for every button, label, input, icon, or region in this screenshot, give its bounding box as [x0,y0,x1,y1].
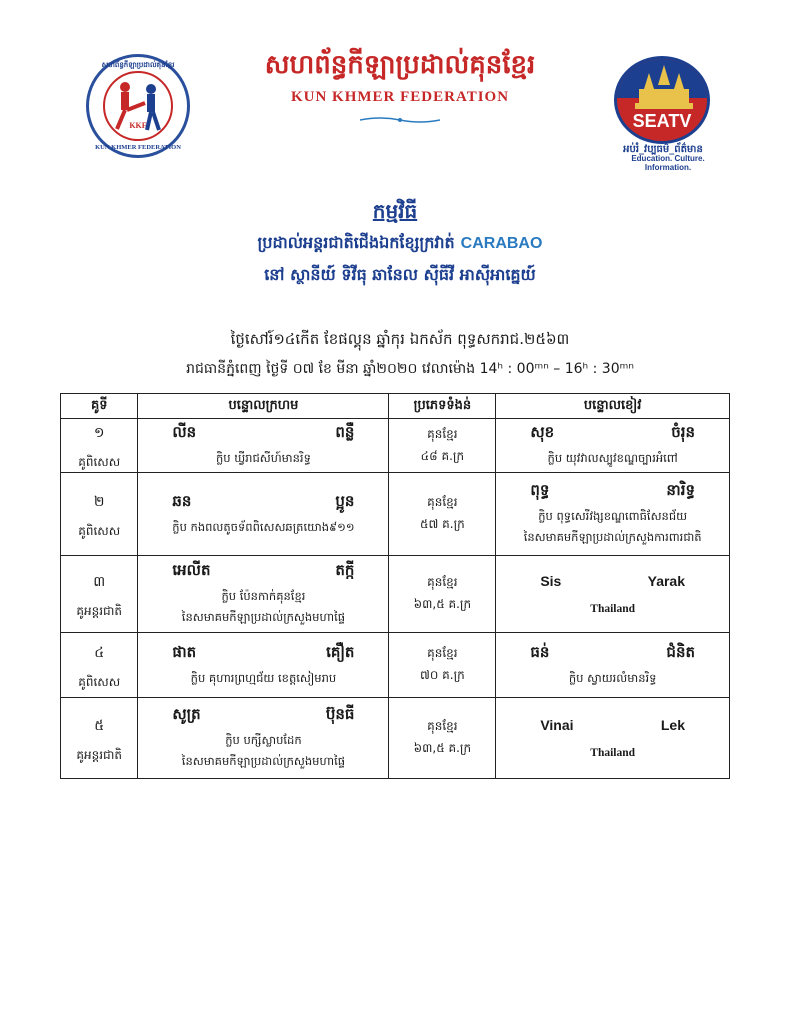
blue-fighter-club: ក្លិប ពុទ្ធសេរីវង្សខណ្ឌពោធិសែនជ័យ [538,509,688,523]
weight-cell [389,473,496,556]
table-row [61,473,730,556]
fight-style: គុនខ្មែរ [427,646,458,660]
blue-fighter-club: ក្លិប យុវវាលស្បូវខណ្ឌច្បារអំពៅ [547,451,678,465]
fight-card-table [60,393,730,779]
seatv-wordmark: SEATV [632,111,692,131]
fight-style: គុនខ្មែរ [427,495,458,509]
kkf-logo [86,54,190,158]
weight-cell [389,556,496,633]
table-row [61,419,730,473]
bout-cell [61,473,138,556]
angkor-temple-icon [635,65,693,109]
bout-cell [61,556,138,633]
fight-weight: ៧០ គ.ក្រ [419,668,465,682]
bout-type: គូពិសេស [78,523,121,538]
red-fighter-club: ក្លិប គុហារព្រហ្មជ័យ ខេត្តសៀមរាប [190,670,337,685]
header-weight-class: ប្រភេទទំងន់ [389,394,496,419]
red-fighter-name: សូត្រ ប៊ុនធី [172,705,355,723]
bout-type: គូអន្តរជាតិ [76,747,123,762]
program-title: កម្មវិធី [372,199,418,223]
weight-cell [389,633,496,698]
federation-title-en: KUN KHMER FEDERATION [290,89,510,105]
red-fighter-club: ក្លិប ឃ្វីរាជសីហ៍មានរិទ្ធ [215,451,311,465]
blue-fighter-association: នៃសមាគមកីឡាប្រដាល់ក្រសួងការពារជាតិ [523,530,702,544]
blue-fighter-name: ធន់ ជំនិត [530,642,695,661]
seatv-logo [608,56,718,172]
red-fighter-cell [138,473,389,556]
table-row [61,633,730,698]
table-row [61,556,730,633]
blue-fighter-cell [496,633,730,698]
fight-weight: ៤៨ គ.ក្រ [420,448,465,463]
bout-cell [61,633,138,698]
fight-style: គុនខ្មែរ [427,719,458,733]
red-fighter-association: នៃសមាគមកីឡាប្រដាល់ក្រសួងមហាផ្ទៃ [181,754,346,768]
red-fighter-club: ក្លិប បក្សីស្លាបដែក [225,733,302,747]
header-bout: គូទី [61,394,138,419]
seatv-tagline-kh: អប់រំ_វប្បធម៌_ព័ត៌មាន [623,144,703,155]
red-fighter-club: ក្លិប កងពលតូចទ័ពពិសេសឆត្រយោង៩១១ [172,519,355,534]
ornament-divider [360,116,440,124]
program-subtitle-1 [150,232,650,256]
red-fighter-name: លីន ពន្លឺ [172,423,355,441]
federation-title-kh: សហព័ន្ធកីឡាប្រដាល់គុនខ្មែរ [264,50,536,80]
red-fighter-name: អេលីត តក្កី [172,561,355,579]
kkf-logo-ring-bottom: KUN KHMER FEDERATION [95,144,181,151]
table-row [61,698,730,779]
header-blue-corner: បន្ទោលខៀវ [496,394,730,419]
blue-fighter-name: Vinai Lek [540,717,685,733]
header-red-corner: បន្ទោលក្រហម [138,394,389,419]
bout-number: ៤ [94,644,105,661]
blue-fighter-name: ពុទ្ធ នារិទ្ធ [530,481,695,499]
bout-cell [61,698,138,779]
event-date-time: រាជធានីភ្នំពេញ ថ្ងៃទី ០៧ ខែ មីនា ឆ្នាំ២០២០ វេលាម៉ោង 14ʰ : 00ᵐⁿ – 16ʰ : 30ᵐⁿ [186,361,634,377]
red-fighter-association: នៃសមាគមកីឡាប្រដាល់ក្រសួងមហាផ្ទៃ [181,610,346,624]
bout-type: គូអន្តរជាតិ [76,603,123,618]
bout-type: គូពិសេស [78,455,121,469]
program-subtitle-1-kh: ប្រដាល់អន្តរជាតិជើងឯកខ្សែក្រវាត់ [257,233,455,252]
bout-number: ៣ [93,573,106,590]
lunar-date: ថ្ងៃសៅរ៍១៤កើត ខែផល្គុន ឆ្នាំកុរ ឯកស័ក ពុទ្ធសករាជ.២៥៦៣ [230,330,570,348]
bout-number: ១ [93,425,105,441]
fight-weight: ៦៣,៥ គ.ក្រ [413,597,472,611]
red-fighter-cell [138,419,389,473]
blue-fighter-cell [496,473,730,556]
seatv-tagline-en: Education. Culture. Information. [631,154,705,172]
blue-fighter-country: Thailand [590,603,636,615]
weight-cell [389,419,496,473]
fight-weight: ៦៣,៥ គ.ក្រ [413,741,472,755]
fight-weight: ៥៧ គ.ក្រ [419,517,465,531]
blue-fighter-country: Thailand [590,747,636,759]
bout-number: ៥ [94,717,105,734]
table-header-row [61,394,730,419]
red-fighter-cell [138,698,389,779]
red-fighter-cell [138,633,389,698]
bout-type: គូពិសេស [78,674,121,689]
kkf-logo-inner [103,71,173,141]
red-fighter-name: ឆន ប្អូន [172,491,355,510]
blue-fighter-cell [496,556,730,633]
bout-number: ២ [93,493,105,510]
blue-fighter-club: ក្លិប ស្វាយរលំមានរិទ្ធ [568,670,657,685]
blue-fighter-name: Sis Yarak [540,573,685,589]
blue-fighter-cell [496,419,730,473]
fight-style: គុនខ្មែរ [427,575,458,589]
blue-fighter-cell [496,698,730,779]
bout-cell [61,419,138,473]
red-fighter-name: ផាត គឿត [172,642,355,661]
kkf-logo-ring-top: សហព័ន្ធកីឡាប្រដាល់គុនខ្មែរ [101,61,175,69]
seatv-logo-circle [614,56,710,144]
blue-fighter-name: សុខ ចំរុន [530,423,695,441]
weight-cell [389,698,496,779]
program-subtitle-2: នៅ ស្ថានីយ៍ ទិវីធុ ឆានែល ស៊ីធីវី អាស៊ីអាគ្នេយ៍ [264,265,536,284]
program-subtitle-1-en: CARABAO [460,235,543,252]
red-fighter-cell [138,556,389,633]
red-fighter-club: ក្លិប ប៉ែនកាក់គុនខ្មែរ [221,589,306,603]
kkf-logo-center: KKF [129,121,147,130]
fight-style: គុនខ្មែរ [427,426,458,441]
